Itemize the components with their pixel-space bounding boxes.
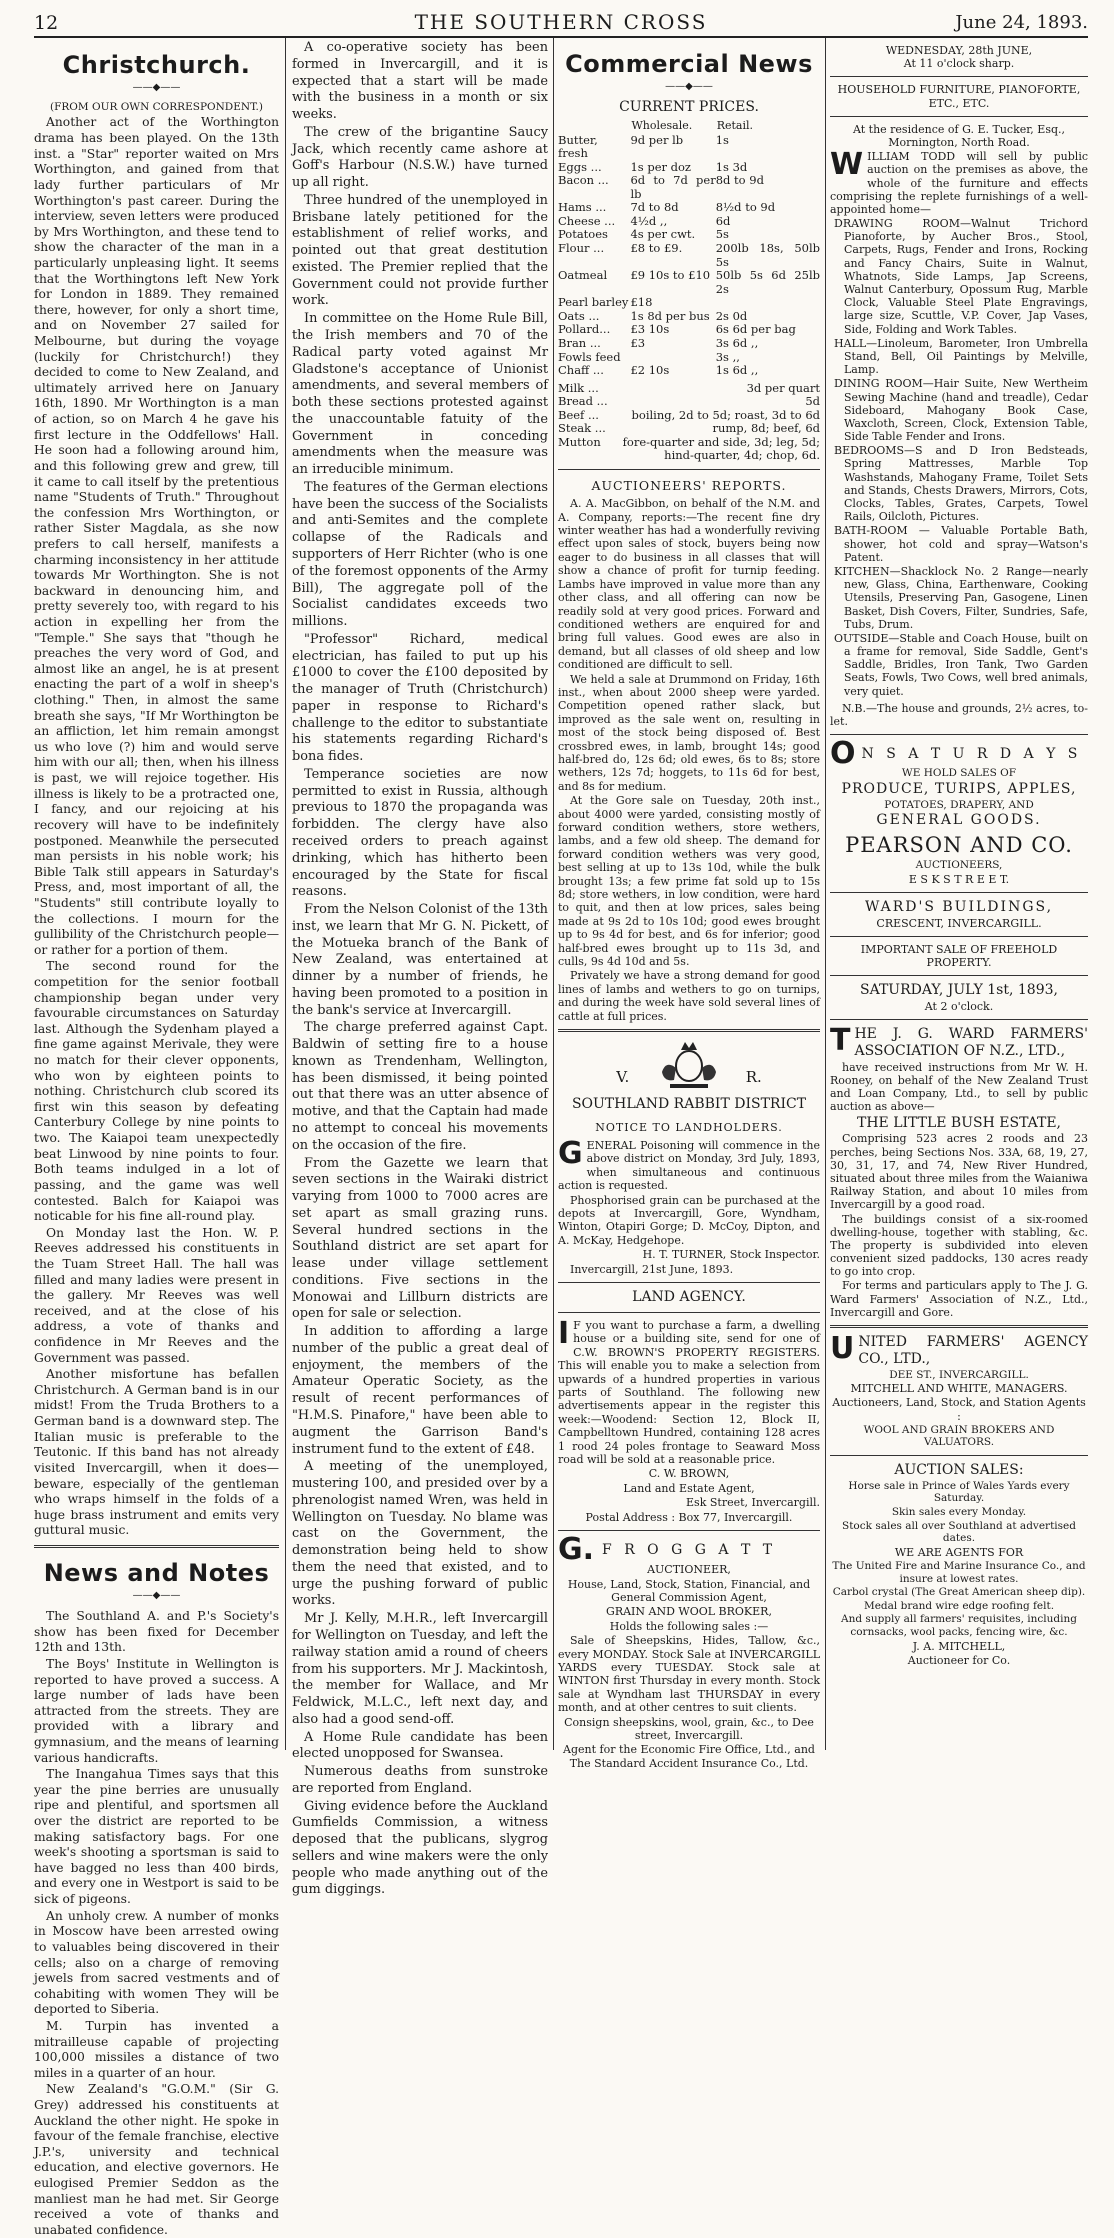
article-paragraph: The second round for the competition for the senior football championship began under very favourable circumstances on Saturday last. Although the Sydenham played a fine game against Merivale, they were no match for their clever opponents, who won by eighteen points to nothing. Christchurch club scored its first win this season by defeating Canterbury College by nine points to two. The Kaiapoi team unexpectedly beat Linwood by nine points to four. Both teams indulged in a lot of passing, and the game was well contested. Balch for Kaiapoi was noticable for his fine all-round play. <box>34 959 279 1224</box>
froggatt-header <box>558 1532 820 1568</box>
news-item: From the Nelson Colonist of the 13th inst, we learn that Mr G. N. Pickett, of the Motueka branch of the Bank of New Zealand, was entertained at dinner by a number of friends, he having been promoted to a position in the bank's service at Invercargill. <box>292 902 548 1018</box>
pearson-street: E S K S T R E E T. <box>908 872 1010 886</box>
header-rule <box>34 36 1088 38</box>
commodity: Oatmeal <box>558 268 608 283</box>
news-item: The charge preferred against Capt. Baldwin of setting fire to a house known as Trendenham, Wellington, has been dismissed, it being pointed out that there was an utter absence of motive, and that the Captain had made no attempt to conceal his movements on the occasion of the fire. <box>292 1020 548 1153</box>
section-rule <box>830 975 1088 976</box>
agent-postal: Postal Address : Box 77, Invercargill. <box>585 1510 793 1524</box>
agents-line: Medal brand wire edge roofing felt. <box>863 1599 1055 1612</box>
commodity: Eggs ... <box>558 159 602 174</box>
meat-prices-table <box>558 382 820 463</box>
commodity: Steak ... <box>558 421 606 436</box>
byline: (FROM OUR OWN CORRESPONDENT.) <box>50 101 263 114</box>
issue-date: June 24, 1893. <box>955 12 1088 33</box>
sales-line: Horse sale in Prince of Wales Yards every Saturday. <box>848 1479 1070 1505</box>
united-farmers-name: NITED FARMERS' AGENCY CO., LTD., <box>858 1334 1088 1367</box>
price-row <box>558 382 820 396</box>
ornament-divider: ——◆—— <box>132 1590 181 1602</box>
commodity: Chaff ... <box>558 363 604 378</box>
news-item: In addition to affording a large number of the public a great deal of enjoyment, the members of the Amateur Operatic Society, as the result of recent performances of "H.M.S. Pinafore," have been able to augment the Garrison Band's instrument fund to the extent of £48. <box>292 1324 548 1457</box>
retail <box>716 296 820 310</box>
column-divider <box>825 38 826 1750</box>
todd-text: ILLIAM TODD will sell by public auction on the premises as above, the whole of the furniture and effects comprising the replete furnishings of a well-appointed home— <box>830 150 1088 216</box>
retail: 2s 0d <box>715 308 748 323</box>
section-rule <box>558 1312 820 1313</box>
section-rule <box>558 1029 820 1032</box>
agents-line: Carbol crystal (The Great American sheep dip). <box>832 1586 1086 1599</box>
commodity: Bacon ... <box>558 173 609 188</box>
united-farmers <box>830 1331 1088 1368</box>
sales-line: Stock sales all over Southland at advertised dates. <box>842 1519 1076 1545</box>
saturdays-sub: WE HOLD SALES OF <box>901 767 1017 780</box>
retail: 6s 6d per bag <box>715 322 796 337</box>
price-row <box>558 364 820 378</box>
produce-line: PRODUCE, TURIPS, APPLES, <box>841 780 1077 797</box>
section-rule <box>830 734 1088 735</box>
froggatt-name: F R O G G A T T <box>602 1541 777 1558</box>
price-row <box>558 409 820 423</box>
commercial-heading: Commercial News <box>565 50 813 78</box>
news-notes-heading: News and Notes <box>43 1558 270 1587</box>
notice-title: NOTICE TO LANDHOLDERS. <box>595 1121 783 1135</box>
commodity: Pollard... <box>558 322 611 337</box>
col-header: Retail. <box>716 118 754 132</box>
retail: 1s 6d ,, <box>715 363 759 378</box>
commodity: Mutton <box>558 434 601 449</box>
froggatt-holds: Holds the following sales :— <box>609 1619 769 1633</box>
news-item: In committee on the Home Rule Bill, the Irish members and 70 of the Radical party voted against Mr Gladstone's acceptance of Unionist amendments, and several members of both these sections protested against the unaccountable fatuity of the Government in conceding amendments when the measure was an irreducible minimum. <box>292 311 548 478</box>
land-agency-title: LAND AGENCY. <box>632 1288 746 1305</box>
news-item: M. Turpin has invented a mitrailleuse capable of projecting 100,000 missiles a distance of two miles in a quarter of an hour. <box>34 2018 279 2080</box>
wards-location: CRESCENT, INVERCARGILL. <box>876 916 1042 930</box>
froggatt-line: Consign sheepskins, wool, grain, &c., to Dee street, Invercargill. <box>564 1715 814 1742</box>
news-item: A Home Rule candidate has been elected unopposed for Swansea. <box>292 1729 548 1762</box>
sales-line: Skin sales every Monday. <box>891 1505 1027 1518</box>
news-item: The Southland A. and P.'s Society's show has been fixed for December 12th and 13th. <box>34 1609 279 1655</box>
saturdays-header <box>830 736 1088 772</box>
retail: 6d <box>715 213 731 228</box>
retail: fore-quarter and side, 3d; leg, 5d; hind-quarter, 4d; chop, 6d. <box>622 434 820 463</box>
agents-line: The United Fire and Marine Insurance Co., and insure at lowest rates. <box>832 1559 1086 1585</box>
price-row <box>558 323 820 337</box>
wholesale: 4½d ,, <box>630 213 668 228</box>
price-row <box>558 422 820 436</box>
article-paragraph: Another misfortune has befallen Christchurch. A German band is in our midst! From the Truda Brothers to a German band is a downward step. The Italian music is preferable to the Teutonic. If this band has not already visited Invercargill, when it does—beware, especially of the gentleman who wraps himself in the folds of a huge brass instrument and emits very guttural music. <box>34 1367 279 1538</box>
agents-title: WE ARE AGENTS FOR <box>894 1545 1024 1559</box>
wholesale: £2 10s <box>630 363 670 378</box>
room-listing: HALL—Linoleum, Barometer, Iron Umbrella Stand, Bell, Oil Paintings by Melville, Lamp. <box>834 336 1088 377</box>
retail: 8d to 9d <box>715 173 764 188</box>
retail: 50lb 5s 6d 25lb 2s <box>715 268 820 296</box>
sale-title: HOUSEHOLD FURNITURE, PIANOFORTE, ETC., ETC. <box>837 83 1081 110</box>
estate-body: Comprising 523 acres 2 roods and 23 perches, being Sections Nos. 33A, 68, 19, 27, 30, 31, 17, and 74, New River Hundred, situated about three miles from the Waianiwa Railway Station, and about 10 miles from Invercargill by a good road. <box>830 1132 1088 1212</box>
retail: 200lb 18s, 50lb 5s <box>715 241 820 269</box>
ward-body: have received instructions from Mr W. H. Rooney, on behalf of the New Zealand Trust and Loan Company, Ltd., to sell by public auction as above— <box>830 1060 1088 1114</box>
commodity: Pearl barley <box>558 295 629 310</box>
wholesale: 6d to 7d per lb <box>630 173 716 201</box>
estate-title: THE LITTLE BUSH ESTATE, <box>856 1114 1062 1131</box>
signatory-role: Auctioneer for Co. <box>907 1653 1011 1667</box>
report-paragraph: A. A. MacGibbon, on behalf of the N.M. and A. Company, reports:—The recent fine dry winter weather has had a wonderfully reviving effect upon sales of stock, buyers being now eager to do business in all classes that will show a chance of profit for turnip feeding. Lambs have improved in value more than any other class, and all offering can now be readily sold at very good prices. Forward and conditioned wethers are enquired for and bring full values. Good ewes are also in demand, but all classes of old sheep and low conditioned are difficult to sell. <box>558 497 820 672</box>
pearson-name: PEARSON AND CO. <box>845 832 1073 857</box>
section-rule <box>830 1325 1088 1328</box>
christchurch-heading: Christchurch. <box>62 51 251 79</box>
report-paragraph: Privately we have a strong demand for good lines of lambs and wethers to go on turnips, and during the week have sold several lines of cattle at full prices. <box>558 969 820 1023</box>
notice-text: ENERAL Poisoning will commence in the above district on Monday, 3rd July, 1893, when simultaneous and continuous action is requested. <box>558 1138 820 1193</box>
cipher-v: V. <box>616 1068 630 1087</box>
drop-cap: I <box>558 1316 570 1352</box>
retail: 8½d to 9d <box>715 200 776 215</box>
commodity: Flour ... <box>558 241 605 255</box>
commodity: Bran ... <box>558 335 601 350</box>
news-item: Three hundred of the unemployed in Brisbane lately petitioned for the establishment of relief works, and pointed out that great destitution existed. The Premier replied that the Government could not provide further work. <box>292 192 548 309</box>
notice-paragraph <box>558 1135 820 1193</box>
retail: 5d <box>805 394 820 409</box>
room-listing: BATH-ROOM — Valuable Portable Bath, shower, hot cold and spray—Watson's Patent. <box>834 524 1088 564</box>
section-rule <box>558 1530 820 1531</box>
froggatt-role: AUCTIONEER, <box>647 1563 731 1577</box>
wholesale: 1s 8d per bus <box>630 308 710 323</box>
news-item: Mr J. Kelly, M.H.R., left Invercargill for Wellington on Tuesday, and left the railway station amid a round of cheers from his supporters. Mr J. Mackintosh, the member for Wallace, and Mr Feldwick, M.L.C., left next day, and also had a good send-off. <box>292 1611 548 1727</box>
newspaper-title: THE SOUTHERN CROSS <box>414 10 708 34</box>
retail: rump, 8d; beef, 6d <box>712 421 820 436</box>
wholesale: £18 <box>630 295 653 310</box>
section-rule <box>830 76 1088 77</box>
notice-paragraph: Phosphorised grain can be purchased at the depots at Invercargill, Gore, Wyndham, Winton, Otapiri Gorge; D. McCoy, Dipton, and A. McKay, Hedgehope. <box>558 1193 820 1247</box>
commodity: Hams ... <box>558 200 607 215</box>
price-row <box>558 395 820 409</box>
drop-cap: U <box>830 1331 855 1367</box>
signatory-name: J. A. MITCHELL, <box>912 1639 1006 1653</box>
page-number: 12 <box>34 12 59 34</box>
agent-name: C. W. BROWN, <box>648 1467 730 1481</box>
prices-header-row <box>558 119 820 134</box>
agents-line: And supply all farmers' requisites, including cornsacks, wool packs, fencing wire, &c. <box>841 1613 1077 1638</box>
section-rule <box>830 892 1088 893</box>
section-rule <box>830 1019 1088 1020</box>
price-row <box>558 436 820 463</box>
retail: 3s 6d ,, <box>715 335 759 350</box>
important-sale: IMPORTANT SALE OF FREEHOLD PROPERTY. <box>860 942 1058 970</box>
news-item: Temperance societies are now permitted to exist in Russia, although previous to 1870 the propaganda was forbidden. The clergy have also received orders to preach against drinking, which has hitherto been encouraged by the State for fiscal reasons. <box>292 766 548 900</box>
drop-cap: T <box>830 1023 851 1059</box>
col-header: Wholesale. <box>631 118 693 132</box>
auction-sales-title: AUCTION SALES: <box>894 1461 1024 1478</box>
commodity: Oats ... <box>558 308 600 323</box>
wholesale: 4s per cwt. <box>630 227 696 242</box>
commodity: Milk ... <box>558 380 599 395</box>
sale-time: At 11 o'clock sharp. <box>903 57 1015 71</box>
news-item: A co-operative society has been formed in Invercargill, and it is expected that a start will be made with the business in a month or six weeks. <box>292 40 548 123</box>
july-sale-time: At 2 o'clock. <box>924 1000 994 1014</box>
news-item: The Inangahua Times says that this year the pine berries are unusually ripe and plentiful, and sportsmen all over the district are reported to be making satisfactory bags. For one week's shooting a sportsman is said to have bagged no less than 400 birds, and every one in Westport is said to be sick of pigeons. <box>34 1767 279 1907</box>
potatoes-line: POTATOES, DRAPERY, AND <box>884 798 1034 811</box>
nb-note: N.B.—The house and grounds, 2½ acres, to-let. <box>830 701 1088 728</box>
commodity: Potatoes <box>558 227 608 242</box>
news-item: From the Gazette we learn that seven sections in the Wairaki district varying from 1000 to 7000 acres are set apart as small grazing runs. Several hundred sections in the Southland district are set apart for lease under village settlement conditions. Five sections in the Monowai and Lillburn districts are open for sale or selection. <box>292 1155 548 1322</box>
column-christchurch <box>34 40 279 2237</box>
price-row <box>558 351 820 365</box>
wholesale <box>630 351 715 365</box>
section-rule <box>558 469 820 470</box>
price-row <box>558 134 820 161</box>
united-agents: Auctioneers, Land, Stock, and Station Agents : <box>832 1396 1086 1423</box>
column-commercial <box>558 40 820 1770</box>
wholesale: 9d per lb <box>630 132 684 147</box>
drop-cap: G <box>558 1135 583 1171</box>
price-row <box>558 296 820 310</box>
report-paragraph: We held a sale at Drummond on Friday, 16th inst., when about 2000 sheep were yarded. Competition opened rather slack, but improved as the sale went on, resulting in most of the stock being disposed of. Best crossbred ewes, in lamb, brought 14s; good half-bred do, 12s 6d; old ewes, 6s to 8s; store wethers, 12s 7d; hoggets, to 11s 6d for best, and 8s for medium. <box>558 672 820 793</box>
commodity: Beef ... <box>558 407 599 422</box>
july-sale-date: SATURDAY, JULY 1st, 1893, <box>860 982 1058 999</box>
auction-reports-title: AUCTIONEERS' REPORTS. <box>591 478 787 493</box>
pearson-role: AUCTIONEERS, <box>915 859 1003 872</box>
land-agency-paragraph <box>558 1316 820 1467</box>
page-header <box>34 8 1088 36</box>
wholesale: £3 <box>630 335 646 350</box>
price-row <box>558 228 820 242</box>
land-agency-text: F you want to purchase a farm, a dwelling house or a building site, send for one of C.W. BROWN'S PROPERTY REGISTERS. This will enable you to make a selection from upwards of a hundred properties in various parts of Southland. The following new advertisements appear in the register this week:—Woodend: Section 12, Block II, Campbelltown Hundred, containing 128 acres 1 rood 24 poles frontage to Seaward Moss road will be sold at a reasonable price. <box>558 1319 820 1467</box>
vr-cipher <box>558 1068 820 1086</box>
price-row <box>558 269 820 296</box>
news-item: New Zealand's "G.O.M." (Sir G. Grey) addressed his constituents at Auckland the other night. He spoke in favour of the female franchise, elective J.P.'s, university and technical education, and elective governors. He eulogised Premier Seddon as the manliest man he had met. Sir George received a vote of thanks and unabated confidence. <box>34 2082 279 2237</box>
room-listing: BEDROOMS—S and D Iron Bedsteads, Spring Mattresses, Marble Top Washstands, Mahogany Frame, Toilet Sets and Stands, Chests Drawers, Mirrors, Cots, Clocks, Tables, Grates, Carpets, Towel Rails, Oilcloth, Pictures. <box>834 444 1088 524</box>
news-item: A meeting of the unemployed, mustering 100, and presided over by a phrenologist named Wren, was held in Wellington on Tuesday. No blame was cast on the Government, the demonstration being held to show them the need that existed, and to urge the pushing forward of public works. <box>292 1459 548 1609</box>
wholesale: £9 10s to £10 <box>630 268 711 283</box>
article-paragraph: On Monday last the Hon. W. P. Reeves addressed his constituents in the Tuam Street Hall. The hall was filled and many ladies were present in the gallery. Mr Reeves was well received, and at the close of his address, a vote of thanks and confidence in Mr Reeves and the Government was passed. <box>34 1225 279 1365</box>
news-item: "Professor" Richard, medical electrician, has failed to put up his £1000 to cover the £100 deposited by the manager of Truth (Christchurch) paper in response to Richard's challenge to the editor to substantiate his statements regarding Richard's bona fides. <box>292 631 548 765</box>
article-paragraph: Another act of the Worthington drama has been played. On the 13th inst. a "Star" reporter waited on Mrs Worthington, and gained from that lady further particulars of Mr Worthington's past career. During the interview, seven letters were produced by Mrs Worthington, and these tend to show the character of the man in a particularly unpleasing light. It seems that the Worthingtons left New York for London in 1889. They remained there, however, for only a short time, and on November 27 sailed for Melbourne, but during the voyage (luckily for Christchurch!) they decided to come to New Zealand, and ultimately arrived here on January 16th, 1890. Mr Worthington is a man of action, so on March 4 he gave his first lecture in the Oddfellows' Hall. He soon had a following around him, and this following grew and grew, till it came to call itself by the pretentious name "Students of Truth." Throughout the confession Mrs Worthington, or rather Sister Magdala, as she now prefers to call herself, manifests a charming inconsistency in her attitude towards Mr Worthington. She is not backward in denouncing him, and pretty severely too, with regard to his action in expelling her from the "Temple." She says that "though he preaches the very word of God, and almost like an angel, he is at present enacting the part of a wolf in sheep's clothing." Then, in almost the same breath she says, "If Mr Worthington be an affliction, let him remain amongst us who love (?) him and would serve him with our all; then, when his illness is past, we will rejoice together. His illness is likely to be a protracted one, I fancy, and our rejoicing at his recovery will have to be indefinitely postponed. Meanwhile the persecuted man persists in his noble work; his Bible Talk still appears in Saturday's Press, and, most important of all, the "Students" still contribute loyally to the collections. I mourn for the gullibility of the Christchurch people—or rather for a portion of them. <box>34 115 279 957</box>
drop-cap: O <box>830 736 856 772</box>
commodity: Bread ... <box>558 394 608 409</box>
report-paragraph: At the Gore sale on Tuesday, 20th inst., about 4000 were yarded, consisting mostly of forward condition wethers, store wethers, lambs, and a few old sheep. The demand for forward condition wethers was very good, best selling at up to 13s 10d, while the bulk brought 13s; a few prime fat sold up to 15s 8d; store wethers, in low condition, were hard to quit, and then at low prices, sales being made at 9s 2d to 10s 10d; good ewes brought up to 9s 4d for best, and 6s for inferior; good half-bred ewes brought up to 11s 3d, and culls, 9s 4d 10d and 5s. <box>558 794 820 969</box>
estate-terms: For terms and particulars apply to The J. G. Ward Farmers' Association of N.Z., Ltd., Invercargill and Gore. <box>830 1279 1088 1319</box>
price-row <box>558 201 820 215</box>
united-address: DEE ST., INVERCARGILL. <box>889 1368 1029 1381</box>
wholesale: £3 10s <box>630 322 670 337</box>
todd-paragraph <box>830 147 1088 216</box>
prices-table <box>558 119 820 378</box>
column-divider <box>285 38 286 1750</box>
retail: 1s 3d <box>715 159 748 174</box>
commodity: Cheese ... <box>558 213 616 228</box>
room-listing: OUTSIDE—Stable and Coach House, built on a frame for removal, Side Saddle, Gent's Saddle, Bridles, Iron Tank, Two Garden Seats, Fowls, Two Cows, well bred animals, very quiet. <box>834 631 1088 698</box>
ward-association-name: HE J. G. WARD FARMERS' ASSOCIATION OF N.Z., LTD., <box>854 1026 1088 1060</box>
section-rule <box>830 116 1088 117</box>
section-rule <box>830 1455 1088 1456</box>
wholesale: 1s per doz <box>630 159 691 174</box>
notice-place: Invercargill, 21st June, 1893. <box>570 1262 734 1276</box>
room-listing: KITCHEN—Shacklock No. 2 Range—nearly new, Glass, China, Earthenware, Cooking Utensils, Preserving Pan, Gasogene, Linen Basket, Dish Covers, Filter, Sundries, Safe, Tubs, Drum. <box>834 564 1088 631</box>
news-item: An unholy crew. A number of monks in Moscow have been arrested owing to valuables being discovered in their cells; also on a charge of removing jewels from sacred vestments and of cohabiting with women They will be deported to Siberia. <box>34 1908 279 2017</box>
news-item: Numerous deaths from sunstroke are reported from England. <box>292 1764 548 1796</box>
price-row <box>558 174 820 201</box>
ornament-divider: ——◆—— <box>132 82 181 94</box>
news-item: The Boys' Institute in Wellington is reported to have proved a success. A large number of lads have been attracted from the streets. They are provided with a library and gymnasium, and the means of learning various handicrafts. <box>34 1656 279 1765</box>
section-rule <box>558 1282 820 1283</box>
agent-role: Land and Estate Agent, <box>623 1481 755 1495</box>
wards-buildings: WARD'S BUILDINGS, <box>864 898 1054 915</box>
retail: 1s <box>715 132 729 147</box>
retail: boiling, 2d to 5d; roast, 3d to 6d <box>631 407 820 422</box>
commodity: Butter, fresh <box>558 132 598 161</box>
united-managers: MITCHELL AND WHITE, MANAGERS. <box>850 1382 1068 1396</box>
room-listing: DINING ROOM—Hair Suite, New Wertheim Sewing Machine (hand and treadle), Cedar Sideboard, Mahogany Book Case, Waxcloth, Screen, Clock, Extension Table, Side Table Fender and Irons. <box>834 377 1088 444</box>
news-item: The features of the German elections have been the success of the Socialists and anti-Semites and the complete collapse of the Radicals and supporters of Herr Richter (who is one of the foremost opponents of the Army Bill), The aggregate poll of the Socialist candidates exceeds two millions. <box>292 479 548 630</box>
united-wool: WOOL AND GRAIN BROKERS AND VALUATORS. <box>863 1423 1055 1449</box>
estate-body: The buildings consist of a six-roomed dwelling-house, together with stabling, &c. The property is subdivided into eleven convenient sized paddocks, 130 acres ready to go into crop. <box>830 1212 1088 1279</box>
retail: 3d per quart <box>746 380 820 395</box>
cipher-r: R. <box>745 1068 762 1087</box>
column-advertisements <box>830 40 1088 1748</box>
news-item: The crew of the brigantine Saucy Jack, which recently came ashore at Goff's Harbour (N.S.W.) have turned up all right. <box>292 124 548 191</box>
section-rule <box>34 1545 279 1548</box>
price-row <box>558 310 820 324</box>
price-row <box>558 242 820 269</box>
froggatt-grain: GRAIN AND WOOL BROKER, <box>606 1605 772 1619</box>
ward-association <box>830 1023 1088 1060</box>
rabbit-district-title: SOUTHLAND RABBIT DISTRICT <box>571 1096 807 1113</box>
froggatt-line: Agent for the Economic Fire Office, Ltd., and The Standard Accident Insurance Co., Ltd. <box>563 1743 815 1770</box>
column-divider <box>553 38 554 1750</box>
retail: 3s ,, <box>715 349 740 364</box>
drop-cap: G. <box>558 1532 595 1568</box>
sale-residence: At the residence of G. E. Tucker, Esq., Mornington, North Road. <box>852 122 1066 149</box>
ornament-divider: ——◆—— <box>665 81 713 93</box>
col-header <box>558 119 630 134</box>
general-goods: GENERAL GOODS. <box>876 812 1042 829</box>
froggatt-desc: House, Land, Stock, Station, Financial, and General Commission Agent, <box>567 1577 811 1604</box>
sale-date: WEDNESDAY, 28th JUNE, <box>885 44 1033 57</box>
column-news-continued <box>292 40 548 1898</box>
news-item: Giving evidence before the Auckland Gumfields Commission, a witness deposed that the publicans, slygrog sellers and wine makers were the only people who made anything out of the gum diggings. <box>292 1798 548 1898</box>
saturdays-text: N S A T U R D A Y S <box>861 745 1082 762</box>
notice-signature: H. T. TURNER, Stock Inspector. <box>642 1248 820 1262</box>
price-row <box>558 215 820 229</box>
price-row <box>558 337 820 351</box>
prices-title: CURRENT PRICES. <box>619 99 759 116</box>
drop-cap: W <box>830 147 864 183</box>
price-row <box>558 161 820 175</box>
room-listing: DRAWING ROOM—Walnut Trichord Pianoforte, by Aucher Bros., Stool, Carpets, Rugs, Fender and Irons, Rocking and Fancy Chairs, Suite in Walnut, Whatnots, Side Lamps, Jap Screens, Walnut Canterbury, Opossum Rug, Marble Clock, Valuable Steel Plate Engravings, large size, Scuttle, V.P. Cover, Jap Vases, Side, Folding and Work Tables. <box>834 217 1088 336</box>
froggatt-line: Sale of Sheepskins, Hides, Tallow, &c., every MONDAY. Stock Sale at INVERCARGILL YARDS every TUESDAY. Stock sale at WINTON first Thursday in every month. Stock sale at Wyndham last THURSDAY in every month, and at other centres to suit clients. <box>558 1634 820 1715</box>
wholesale: £8 to £9. <box>630 241 683 255</box>
agent-street: Esk Street, Invercargill. <box>686 1496 820 1510</box>
retail: 5s <box>715 227 729 242</box>
commodity: Fowls feed <box>558 349 621 364</box>
wholesale: 7d to 8d <box>630 200 679 215</box>
section-rule <box>830 936 1088 937</box>
